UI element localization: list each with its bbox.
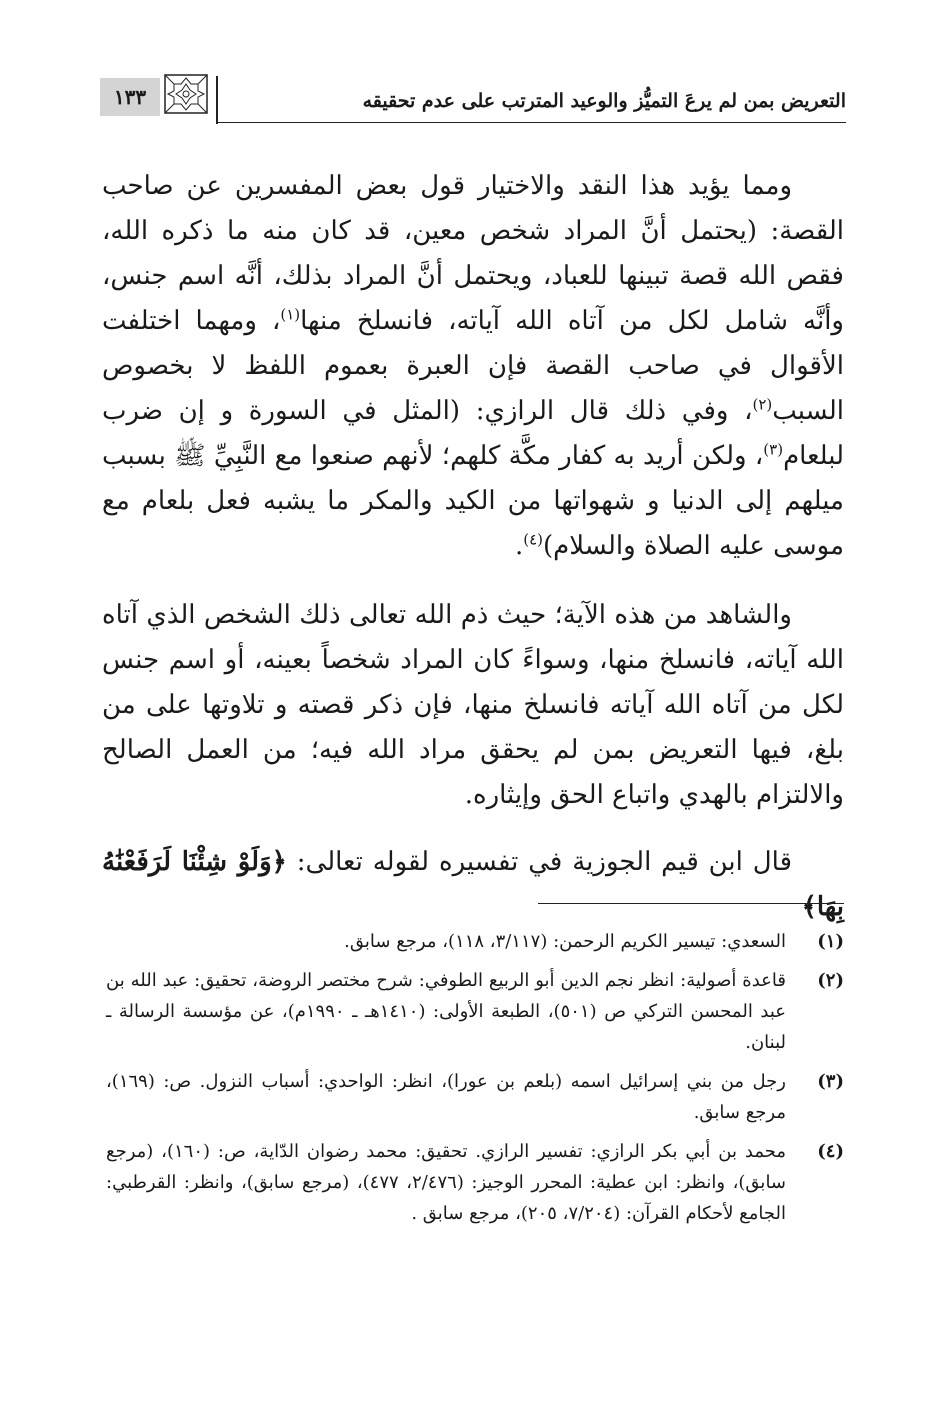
paragraph-2: والشاهد من هذه الآية؛ حيث ذم الله تعالى ذلك الشخص الذي آتاه الله آياته، فانسلخ منها، وسواءً كان المراد شخصاً بعينه، أو اسم جنس لكل من آتاه الله آياته فانسلخ منها، فإن ذكر قصته و تلاوتها على من بلغ، فيها التعريض بمن لم يحقق مراد الله فيه؛ من العمل الصالح والالتزام بالهدي واتباع الحق وإيثاره. [102,600,844,810]
footnote-3 [106,1066,844,1128]
footnote-number: (٣) [817,1071,844,1092]
footnotes [106,926,844,1237]
footnote-number: (٤) [817,1141,844,1162]
paragraph-1-part-3: ، وفي ذلك قال الرازي: (المثل في السورة و إن ضرب لبلعام [102,396,844,471]
paragraph-1 [102,164,844,569]
footnote-ref-1: (١) [280,305,301,324]
footnote-text: محمد بن أبي بكر الرازي: تفسير الرازي. تحقيق: محمد رضوان الدّاية، ص: (١٦٠)، (مرجع سابق)، وانظر: ابن عطية: المحرر الوجيز: (٢/٤٧٦، ٤٧٧)، (مرجع سابق)، وانظر: القرطبي: الجامع لأحكام القرآن: (٧/٢٠٤، ٢٠٥)، مرجع سابق . [106,1141,787,1224]
footnote-2 [106,965,844,1058]
paragraph-3 [102,840,844,930]
header-divider [216,76,218,124]
footnote-separator [538,903,844,904]
footnote-ref-4: (٤) [523,530,543,549]
footnote-text: قاعدة أصولية: انظر نجم الدين أبو الربيع الطوفي: شرح مختصر الروضة، تحقيق: عبد الله بن عبد المحسن التركي ص (٥٠١)، الطبعة الأولى: (١٤١٠هـ ـ ١٩٩٠م)، عن مؤسسة الرسالة ـ لبنان. [106,970,787,1053]
paragraph-1-part-4: ، ولكن أريد به كفار مكَّة كلهم؛ لأنهم صنعوا مع النَّبِيِّ ﷺ بسبب ميلهم إلى الدنيا و شهواتها من الكيد والمكر ما يشبه فعل بلعام مع موسى عليه الصلاة والسلام) [102,441,844,561]
paragraph-3-text: قال ابن قيم الجوزية في تفسيره لقوله تعالى: [286,847,793,877]
footnote-ref-2: (٢) [752,395,773,414]
paragraph-1-part-5: . [514,531,524,561]
geometric-ornament-icon [164,74,208,114]
footnote-4 [106,1136,844,1229]
paragraph-1-part-1: ومما يؤيد هذا النقد والاختيار قول بعض المفسرين عن صاحب القصة: (يحتمل أنَّ المراد شخص معين، قد كان منه ما ذكره الله، فقص الله قصة تبينها للعباد، ويحتمل أنَّ المراد بذلك، أنَّه اسم جنس، وأنَّه شامل لكل من آتاه الله آياته، فانسلخ منها [102,171,844,336]
footnote-number: (٢) [817,970,844,991]
footnote-number: (١) [817,931,844,952]
footnote-ref-3: (٣) [763,440,784,459]
footnote-1 [106,926,844,957]
quran-verse: ﴿وَلَوْ شِئْنَا لَرَفَعْنَٰهُ بِهَا﴾ [102,847,844,922]
header-title: التعريض بمن لم يرعَ التميُّز والوعيد المترتب على عدم تحقيقه [362,90,846,112]
running-header [100,68,846,124]
main-text [102,164,844,930]
paragraph-1-part-2: ، ومهما اختلفت الأقوال في صاحب القصة فإن العبرة بعموم اللفظ لا بخصوص السبب [102,306,844,426]
footnote-text: رجل من بني إسرائيل اسمه (بلعم بن عورا)، انظر: الواحدي: أسباب النزول. ص: (١٦٩)، مرجع سابق. [106,1071,786,1123]
header-rule [218,122,846,123]
page-number: ١٣٣ [100,78,160,116]
footnote-text: السعدي: تيسير الكريم الرحمن: (٣/١١٧، ١١٨)، مرجع سابق. [344,931,786,952]
